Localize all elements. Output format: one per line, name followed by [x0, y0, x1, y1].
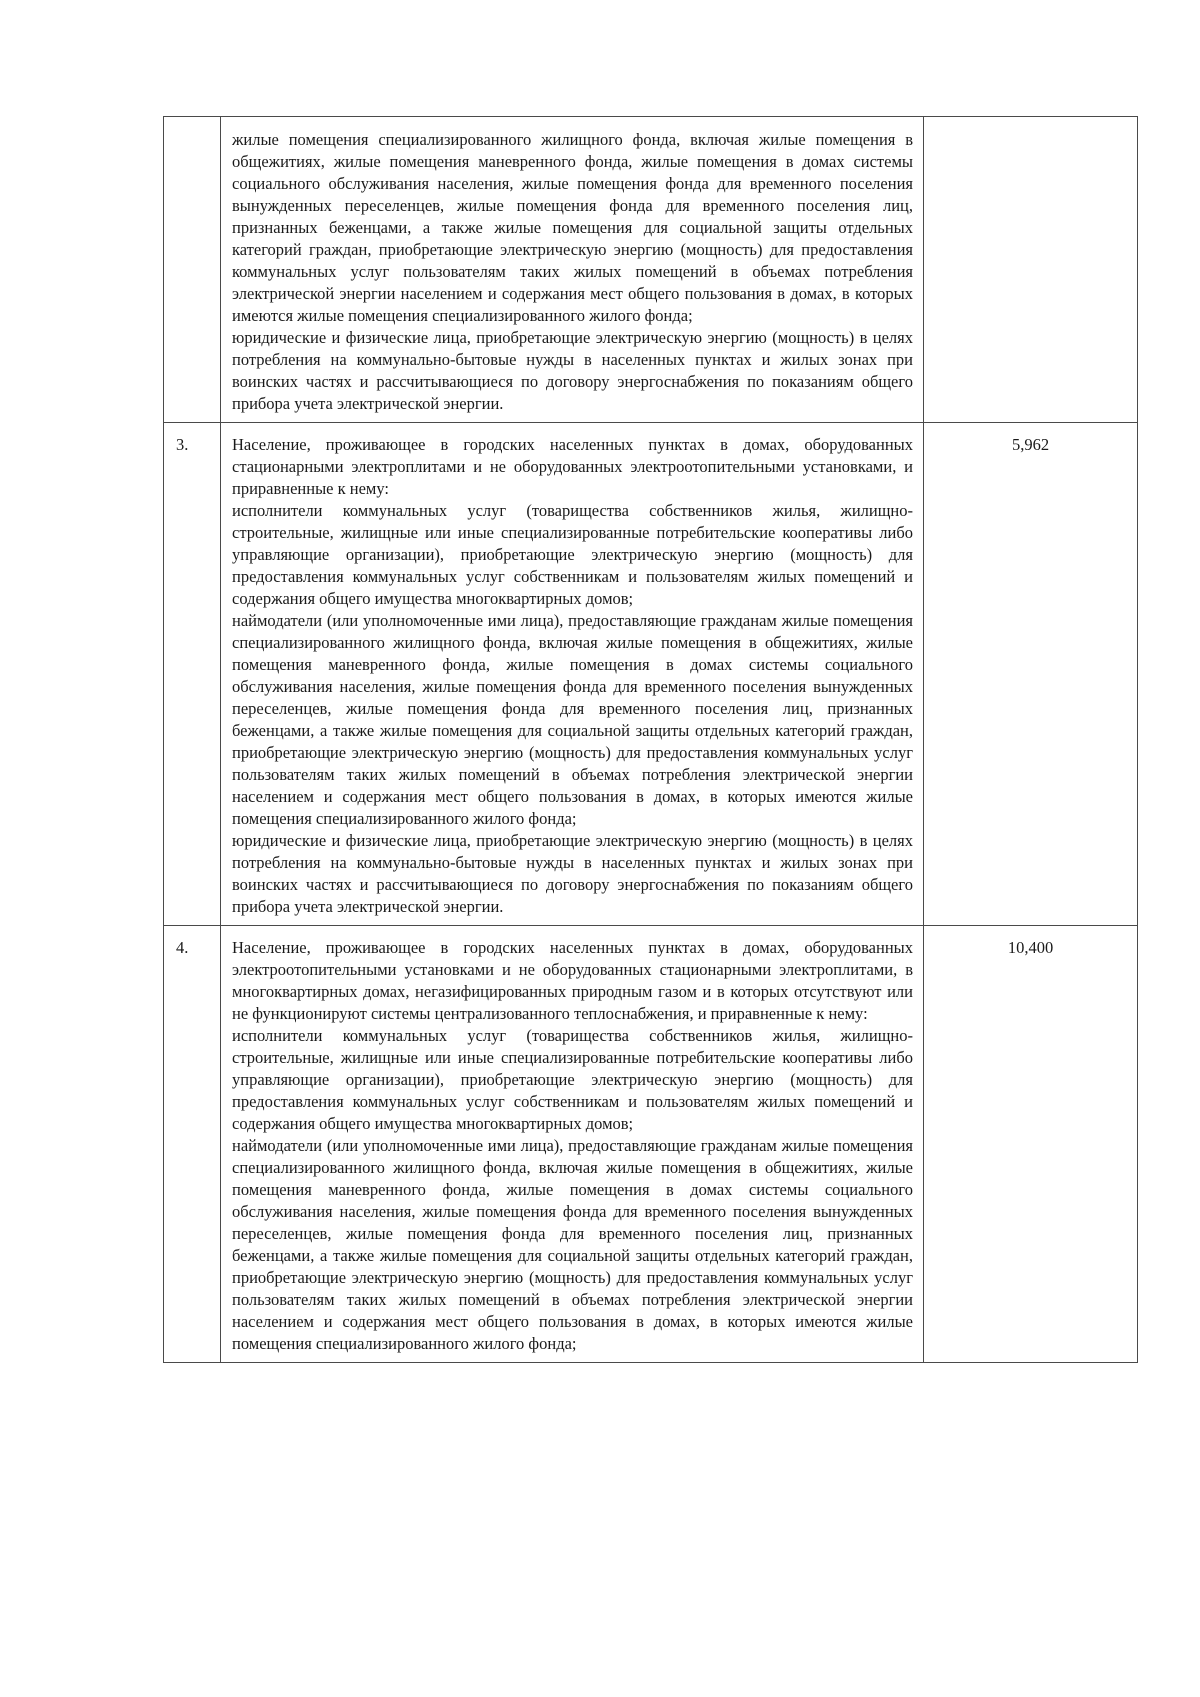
row-number-cell [164, 117, 221, 423]
table-row [164, 423, 1138, 926]
description-paragraph: наймодатели (или уполномоченные ими лица), предоставляющие гражданам жилые помещения специализированного жилищного фонда, включая жилые помещения в общежитиях, жилые помещения маневренного фонда, жилые помещения в домах системы социального обслуживания населения, жилые помещения фонда для временного поселения вынужденных переселенцев, жилые помещения фонда для временного поселения лиц, признанных беженцами, а также жилые помещения для социальной защиты отдельных категорий граждан, приобретающие электрическую энергию (мощность) для предоставления коммунальных услуг пользователям таких жилых помещений в объемах потребления электрической энергии населением и содержания мест общего пользования в домах, в которых имеются жилые помещения специализированного жилого фонда; [232, 611, 913, 828]
row-number [164, 117, 220, 128]
description-paragraph: жилые помещения специализированного жилищного фонда, включая жилые помещения в общежитиях, жилые помещения маневренного фонда, жилые помещения в домах системы социального обслуживания населения, жилые помещения фонда для временного поселения вынужденных переселенцев, жилые помещения фонда для временного поселения лиц, признанных беженцами, а также жилые помещения для социальной защиты отдельных категорий граждан, приобретающие электрическую энергию (мощность) для предоставления коммунальных услуг пользователям таких жилых помещений в объемах потребления электрической энергии населением и содержания мест общего пользования в домах, в которых имеются жилые помещения специализированного жилого фонда; [232, 130, 913, 325]
description-paragraph: исполнители коммунальных услуг (товарищества собственников жилья, жилищно-строительные, жилищные или иные специализированные потребительские кооперативы либо управляющие организации), приобретающие электрическую энергию (мощность) для предоставления коммунальных услуг собственникам и пользователям жилых помещений и содержания общего имущества многоквартирных домов; [232, 1026, 913, 1133]
tariff-value: 5,962 [1011, 435, 1050, 454]
row-value-cell [924, 423, 1138, 926]
description-paragraph: юридические и физические лица, приобретающие электрическую энергию (мощность) в целях потребления на коммунально-бытовые нужды в населенных пунктах и жилых зонах при воинских частях и рассчитывающиеся по договору энергоснабжения по показаниям общего прибора учета электрической энергии. [232, 328, 913, 413]
row-number: 3. [176, 435, 189, 454]
description-paragraph: Население, проживающее в городских населенных пунктах в домах, оборудованных электроотопительными установками и не оборудованных стационарными электроплитами, в многоквартирных домах, негазифицированных природным газом и в которых отсутствуют или не функционируют системы централизованного теплоснабжения, и приравненные к нему: [232, 938, 913, 1023]
row-number-cell [164, 926, 221, 1363]
row-number-cell [164, 423, 221, 926]
tariff-table [163, 116, 1138, 1363]
table-row [164, 117, 1138, 423]
description-paragraph: наймодатели (или уполномоченные ими лица), предоставляющие гражданам жилые помещения специализированного жилищного фонда, включая жилые помещения в общежитиях, жилые помещения маневренного фонда, жилые помещения в домах системы социального обслуживания населения, жилые помещения фонда для временного поселения вынужденных переселенцев, жилые помещения фонда для временного поселения лиц, признанных беженцами, а также жилые помещения для социальной защиты отдельных категорий граждан, приобретающие электрическую энергию (мощность) для предоставления коммунальных услуг пользователям таких жилых помещений в объемах потребления электрической энергии населением и содержания мест общего пользования в домах, в которых имеются жилые помещения специализированного жилого фонда; [232, 1136, 913, 1353]
table-row [164, 926, 1138, 1363]
row-description-cell [221, 117, 924, 423]
tariff-value [924, 117, 1137, 128]
row-description-cell [221, 423, 924, 926]
row-description-cell [221, 926, 924, 1363]
tariff-value: 10,400 [1007, 938, 1054, 957]
description-paragraph: исполнители коммунальных услуг (товарищества собственников жилья, жилищно-строительные, жилищные или иные специализированные потребительские кооперативы либо управляющие организации), приобретающие электрическую энергию (мощность) для предоставления коммунальных услуг собственникам и пользователям жилых помещений и содержания общего имущества многоквартирных домов; [232, 501, 913, 608]
row-number: 4. [176, 938, 189, 957]
row-value-cell [924, 926, 1138, 1363]
row-value-cell [924, 117, 1138, 423]
description-paragraph: Население, проживающее в городских населенных пунктах в домах, оборудованных стационарными электроплитами и не оборудованных электроотопительными установками, и приравненные к нему: [232, 435, 913, 498]
description-paragraph: юридические и физические лица, приобретающие электрическую энергию (мощность) в целях потребления на коммунально-бытовые нужды в населенных пунктах и жилых зонах при воинских частях и рассчитывающиеся по договору энергоснабжения по показаниям общего прибора учета электрической энергии. [232, 831, 913, 916]
